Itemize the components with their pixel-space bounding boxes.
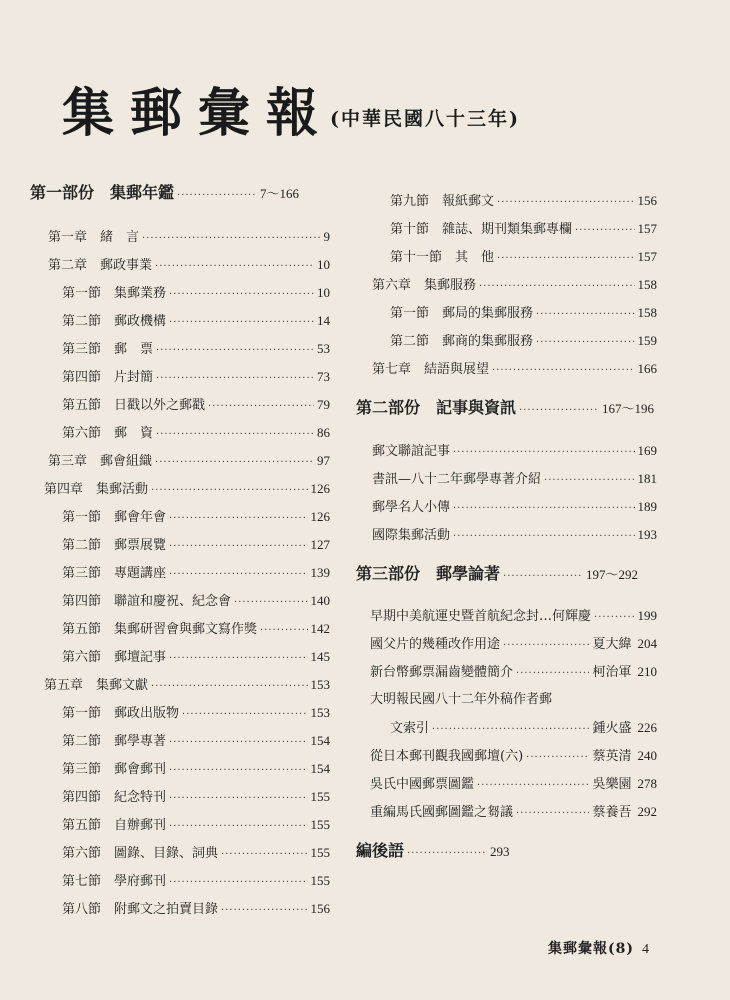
toc-entry-page: 181 <box>637 471 657 486</box>
toc-entry-page: 210 <box>637 664 657 679</box>
toc-entry-page: 157 <box>637 221 657 236</box>
toc-entry-title: 第四節 紀念特刊 <box>62 790 167 805</box>
toc-entry-page: 86 <box>317 425 330 440</box>
toc-entry-author: 蔡養吾 <box>592 805 632 820</box>
toc-entry <box>372 361 657 379</box>
toc-entry-page: 159 <box>637 333 657 348</box>
toc-entry-title: 第三節 專題講座 <box>62 566 167 581</box>
toc-entry-page: 292 <box>637 804 657 819</box>
toc-entry-title: 第四節 聯誼和慶祝、紀念會 <box>62 594 232 609</box>
toc-entry-title: 新台幣郵票漏齒變體簡介 <box>370 665 514 680</box>
toc-entry <box>48 453 330 471</box>
dot-leader <box>432 722 589 738</box>
dot-leader <box>575 223 634 239</box>
toc-entry-page: 155 <box>310 817 330 832</box>
toc-entry-page: 158 <box>637 277 657 292</box>
toc-entry <box>62 873 330 891</box>
toc-entry-title: 第六節 圖錄、目錄、詞典 <box>62 846 219 861</box>
dot-leader <box>151 483 307 499</box>
toc-entry-title: 第五節 集郵研習會與郵文寫作獎 <box>62 622 258 637</box>
toc-entry-page: 155 <box>310 789 330 804</box>
toc-entry-page: 189 <box>637 499 657 514</box>
toc-entry-title: 早期中美航運史暨首航紀念封…何輝慶 <box>370 609 592 624</box>
dot-leader <box>142 231 320 247</box>
toc-entry <box>62 901 330 919</box>
toc-entry-title: 大明報民國八十二年外稿作者郵 <box>370 692 553 707</box>
toc-entry <box>372 527 657 545</box>
dot-leader <box>497 195 634 211</box>
toc-entry <box>372 277 657 295</box>
toc-entry-page: 126 <box>310 481 330 496</box>
toc-entry-author: 蔡英清 <box>592 749 632 764</box>
toc-entry <box>62 565 330 583</box>
toc-entry-title: 第二節 郵票展覽 <box>62 538 167 553</box>
toc-entry-title: 第十節 雜誌、期刊類集郵專欄 <box>390 222 573 237</box>
toc-entry-page: 154 <box>310 733 330 748</box>
toc-entry <box>390 333 657 351</box>
toc-part-entry <box>356 566 657 585</box>
toc-entry-title: 國父片的幾種改作用途 <box>370 637 501 652</box>
toc-entry-page: 126 <box>310 509 330 524</box>
toc-entry-page: 293 <box>490 844 510 859</box>
dot-leader <box>519 403 599 419</box>
toc-entry-title: 第九節 報紙郵文 <box>390 194 495 209</box>
toc-entry <box>62 705 330 723</box>
toc-entry <box>62 789 330 807</box>
dot-leader <box>169 763 307 779</box>
toc-entry <box>62 341 330 359</box>
toc-entry-title: 第二節 郵學專著 <box>62 734 167 749</box>
toc-entry-page: 14 <box>317 313 330 328</box>
dot-leader <box>182 707 307 723</box>
toc-entry-title: 第二節 郵政機構 <box>62 314 167 329</box>
dot-leader <box>260 623 307 639</box>
toc-entry-title: 第一節 郵政出版物 <box>62 706 180 721</box>
dot-leader <box>169 651 307 667</box>
toc-entry-page: 226 <box>637 720 657 735</box>
dot-leader <box>156 427 314 443</box>
toc-entry-page: 10 <box>317 257 330 272</box>
toc-entry-title: 第八節 附郵文之拍賣目錄 <box>62 902 219 917</box>
toc-entry <box>62 425 330 443</box>
dot-leader <box>516 666 589 682</box>
toc-entry <box>370 692 657 708</box>
toc-entry <box>62 369 330 387</box>
toc-entry <box>370 636 657 654</box>
dot-leader <box>208 399 314 415</box>
toc-entry-page: 240 <box>637 748 657 763</box>
dot-leader <box>155 455 314 471</box>
toc-entry-page: 193 <box>637 527 657 542</box>
toc-part-entry <box>356 400 657 419</box>
toc-entry-title: 第一部份 集郵年鑑 <box>30 183 175 202</box>
toc-entry-page: 10 <box>317 285 330 300</box>
toc-entry <box>390 193 657 211</box>
running-title: 集郵彙報(8) <box>548 941 634 957</box>
toc-entry <box>48 257 330 275</box>
toc-entry <box>390 305 657 323</box>
toc-entry-page: 142 <box>310 621 330 636</box>
toc-entry-title: 第三部份 郵學論著 <box>356 564 501 583</box>
toc-entry-author: 吳樂園 <box>592 777 632 792</box>
toc-entry <box>44 677 330 695</box>
toc-entry <box>390 221 657 239</box>
dot-leader <box>169 735 307 751</box>
dot-leader <box>169 287 314 303</box>
page-number: 4 <box>642 942 650 957</box>
page-footer <box>548 938 650 958</box>
toc-entry-title: 書訊—八十二年郵學專著介紹 <box>372 472 542 487</box>
toc-entry-title: 第六節 郵 資 <box>62 426 154 441</box>
toc-entry-title: 第四章 集郵活動 <box>44 482 149 497</box>
toc-entry-page: 204 <box>637 636 657 651</box>
toc-entry-title: 第四節 片封簡 <box>62 370 154 385</box>
toc-entry <box>62 593 330 611</box>
dot-leader <box>151 679 307 695</box>
toc-entry-title: 第五章 集郵文獻 <box>44 678 149 693</box>
dot-leader <box>169 567 307 583</box>
toc-entry-page: 97 <box>317 453 330 468</box>
toc-entry <box>62 817 330 835</box>
toc-entry-title: 國際集郵活動 <box>372 528 451 543</box>
toc-entry-title: 第一章 緒 言 <box>48 230 140 245</box>
toc-entry-page: 153 <box>310 705 330 720</box>
dot-leader <box>479 279 634 295</box>
toc-entry <box>372 443 657 461</box>
toc-entry-title: 第五節 自辦郵刊 <box>62 818 167 833</box>
dot-leader <box>169 875 307 891</box>
dot-leader <box>169 511 307 527</box>
toc-entry <box>370 748 657 766</box>
toc-entry-title: 文索引 <box>390 721 430 736</box>
toc-part-entry <box>30 185 328 204</box>
dot-leader <box>221 903 307 919</box>
toc-entry-page: 156 <box>310 901 330 916</box>
toc-entry-author: 柯治軍 <box>592 665 632 680</box>
toc-entry-title: 郵文聯誼記事 <box>372 444 451 459</box>
toc-entry <box>390 249 657 267</box>
toc-entry <box>62 621 330 639</box>
toc-entry-page: 154 <box>310 761 330 776</box>
toc-entry-title: 郵學名人小傳 <box>372 500 451 515</box>
toc-entry-title: 第二部份 記事與資訊 <box>356 398 517 417</box>
dot-leader <box>407 846 487 862</box>
toc-entry <box>62 733 330 751</box>
toc-entry <box>62 537 330 555</box>
toc-entry-title: 第六節 郵壇記事 <box>62 650 167 665</box>
toc-entry-title: 第一節 郵局的集郵服務 <box>390 306 534 321</box>
dot-leader <box>234 595 307 611</box>
toc-entry-title: 第十一節 其 他 <box>390 250 495 265</box>
toc-entry-title: 編後語 <box>356 841 405 860</box>
dot-leader <box>477 778 589 794</box>
toc-entry-page: 197～292 <box>586 567 639 582</box>
toc-entry <box>62 397 330 415</box>
toc-entry-page: 167～196 <box>602 401 655 416</box>
dot-leader <box>221 847 307 863</box>
toc-entry-page: 7～166 <box>260 186 300 201</box>
toc-entry-page: 53 <box>317 341 330 356</box>
toc-entry-page: 139 <box>310 565 330 580</box>
dot-leader <box>516 806 589 822</box>
toc-entry-title: 第三節 郵 票 <box>62 342 154 357</box>
dot-leader <box>453 445 634 461</box>
dot-leader <box>453 501 634 517</box>
toc-entry-page: 278 <box>637 776 657 791</box>
toc-entry <box>62 761 330 779</box>
toc-entry-title: 第六章 集郵服務 <box>372 278 477 293</box>
toc-entry-title: 第五節 日戳以外之郵戳 <box>62 398 206 413</box>
toc-entry-author: 鍾火盛 <box>592 721 632 736</box>
toc-entry-page: 140 <box>310 593 330 608</box>
toc-entry-page: 153 <box>310 677 330 692</box>
toc-entry <box>62 313 330 331</box>
dot-leader <box>526 750 589 766</box>
dot-leader <box>169 791 307 807</box>
toc-entry-page: 127 <box>310 537 330 552</box>
dot-leader <box>594 610 634 626</box>
toc-entry-page: 166 <box>637 361 657 376</box>
toc-entry-title: 第七章 結語與展望 <box>372 362 490 377</box>
toc-entry <box>62 509 330 527</box>
toc-part-entry <box>356 843 652 862</box>
toc-entry-title: 從日本郵刊觀我國郵壇(六) <box>370 749 524 764</box>
toc-entry <box>370 804 657 822</box>
dot-leader <box>544 473 634 489</box>
toc-entry-page: 169 <box>637 443 657 458</box>
toc-entry <box>370 664 657 682</box>
toc-entry <box>372 499 657 517</box>
toc-entry-page: 155 <box>310 845 330 860</box>
toc-entry <box>48 229 330 247</box>
dot-leader <box>156 343 314 359</box>
toc-entry-title: 第一節 集郵業務 <box>62 286 167 301</box>
toc-entry <box>62 649 330 667</box>
dot-leader <box>536 335 634 351</box>
toc-entry-page: 156 <box>637 193 657 208</box>
dot-leader <box>177 188 257 204</box>
toc-entry-title: 重編馬氏國郵圖鑑之芻議 <box>370 805 514 820</box>
toc-entry-title: 第二章 郵政事業 <box>48 258 153 273</box>
toc-entry-page: 155 <box>310 873 330 888</box>
toc-entry <box>44 481 330 499</box>
toc-entry-title: 第七節 學府郵刊 <box>62 874 167 889</box>
toc-entry-page: 79 <box>317 397 330 412</box>
toc-entry-page: 158 <box>637 305 657 320</box>
toc-entry-title: 第一節 郵會年會 <box>62 510 167 525</box>
dot-leader <box>503 569 583 585</box>
toc-entry <box>372 471 657 489</box>
toc-entry-title: 第三章 郵會組織 <box>48 454 153 469</box>
dot-leader <box>497 251 634 267</box>
dot-leader <box>169 539 307 555</box>
toc-entry-page: 157 <box>637 249 657 264</box>
toc-entry-title: 第二節 郵商的集郵服務 <box>390 334 534 349</box>
dot-leader <box>492 363 634 379</box>
toc-entry-page: 73 <box>317 369 330 384</box>
toc-entry-page: 145 <box>310 649 330 664</box>
dot-leader <box>155 259 314 275</box>
page-subtitle: (中華民國八十三年) <box>330 108 520 130</box>
toc-entry-title: 第三節 郵會郵刊 <box>62 762 167 777</box>
toc-entry-title: 吳氏中國郵票圖鑑 <box>370 777 475 792</box>
toc-entry <box>370 608 657 626</box>
toc-entry-page: 199 <box>637 608 657 623</box>
toc-entry <box>62 845 330 863</box>
toc-entry <box>62 285 330 303</box>
dot-leader <box>169 315 314 331</box>
page-title: 集郵彙報 <box>62 83 335 144</box>
dot-leader <box>156 371 314 387</box>
dot-leader <box>536 307 634 323</box>
toc-entry-author: 夏大緯 <box>592 637 632 652</box>
dot-leader <box>169 819 307 835</box>
dot-leader <box>453 529 634 545</box>
toc-entry <box>370 776 657 794</box>
dot-leader <box>503 638 589 654</box>
toc-entry <box>390 720 657 738</box>
toc-entry-page: 9 <box>323 229 330 244</box>
